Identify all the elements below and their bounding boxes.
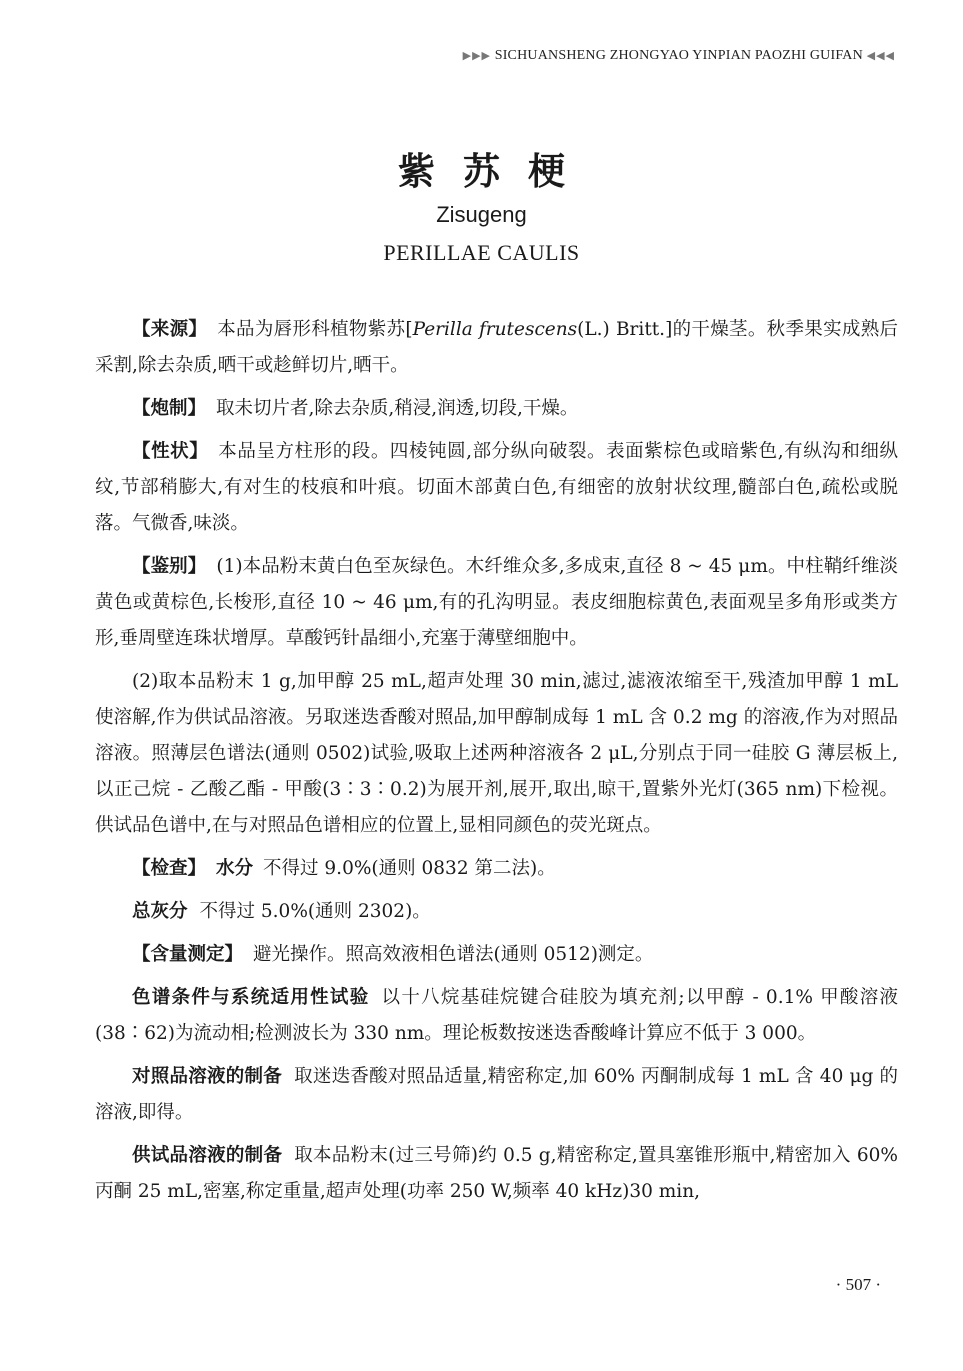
source-label: 【来源】 [132,319,208,340]
right-triangle-marks: ◀◀◀ [866,50,895,62]
reference-label: 对照品溶液的制备 [132,1066,283,1087]
monograph-body [95,312,898,1217]
sample-label: 供试品溶液的制备 [132,1145,283,1166]
moisture-text: 不得过 9.0%(通则 0832 第二法)。 [263,858,556,879]
section-assay [95,937,898,973]
identification-part1: (1)本品粉末黄白色至灰绿色。木纤维众多,多成束,直径 8 ~ 45 μm。中柱鞘纤维淡黄色或黄棕色,长梭形,直径 10 ~ 46 μm,有的孔沟明显。表皮细胞棕黄色,表面观呈多角形或类方形,垂周壁连珠状增厚。草酸钙针晶细小,充塞于薄壁细胞中。 [95,556,898,649]
page-number: · 507 · [835,1275,881,1294]
chromatography-label: 色谱条件与系统适用性试验 [132,987,370,1008]
moisture-label: 水分 [216,858,254,879]
ash-label: 总灰分 [132,901,188,922]
running-header [463,48,895,64]
identification-label: 【鉴别】 [132,556,207,577]
section-identification-2 [95,664,898,844]
title-pinyin: Zisugeng [436,202,527,227]
section-inspection-ash [95,894,898,930]
section-reference-solution [95,1059,898,1131]
running-header-text: SICHUANSHENG ZHONGYAO YINPIAN PAOZHI GUIFAN [494,48,863,63]
chromatography-text: 以十八烷基硅烷键合硅胶为填充剂;以甲醇 - 0.1% 甲酸溶液(38∶62)为流动相;检测波长为 330 nm。理论板数按迷迭香酸峰计算应不低于 3 000。 [95,987,898,1044]
sample-text: 取本品粉末(过三号筛)约 0.5 g,精密称定,置具塞锥形瓶中,精密加入 60% 丙酮 25 mL,密塞,称定重量,超声处理(功率 250 W,频率 40 kHz)30 min, [95,1145,898,1202]
section-source [95,312,898,384]
section-description [95,434,898,542]
title-block [0,148,963,268]
description-text: 本品呈方柱形的段。四棱钝圆,部分纵向破裂。表面紫棕色或暗紫色,有纵沟和细纵纹,节部稍膨大,有对生的枝痕和叶痕。切面木部黄白色,有细密的放射状纹理,髓部白色,疏松或脱落。气微香,味淡。 [95,441,898,534]
section-chromatography [95,980,898,1052]
reference-text: 取迷迭香酸对照品适量,精密称定,加 60% 丙酮制成每 1 mL 含 40 μg 的溶液,即得。 [95,1066,898,1123]
assay-label: 【含量测定】 [132,944,244,965]
processing-text: 取未切片者,除去杂质,稍浸,润透,切段,干燥。 [216,398,579,419]
ash-text: 不得过 5.0%(通则 2302)。 [199,901,431,922]
identification-part2: (2)取本品粉末 1 g,加甲醇 25 mL,超声处理 30 min,滤过,滤液浓缩至干,残渣加甲醇 1 mL 使溶解,作为供试品溶液。另取迷迭香酸对照品,加甲醇制成每 1 mL 含 0.2 mg 的溶液,作为对照品溶液。照薄层色谱法(通则 0502)试验,吸取上述两种溶液各 2 μL,分别点于同一硅胶 G 薄层板上,以正己烷 - 乙酸乙酯 - 甲酸(3∶3∶0.2)为展开剂,展开,取出,晾干,置紫外光灯(365 nm)下检视。供试品色谱中,在与对照品色谱相应的位置上,显相同颜色的荧光斑点。 [95,671,898,836]
left-triangle-marks: ▶▶▶ [462,50,491,62]
source-species: Perilla frutescens [412,319,578,340]
section-processing [95,391,898,427]
processing-label: 【炮制】 [132,398,207,419]
inspection-label: 【检查】 [132,858,207,879]
assay-text: 避光操作。照高效液相色谱法(通则 0512)测定。 [253,944,654,965]
title-chinese: 紫苏梗 [398,150,593,193]
section-sample-solution [95,1138,898,1210]
title-latin: PERILLAE CAULIS [383,240,580,265]
source-text-a: 本品为唇形科植物紫苏[ [217,319,413,340]
description-label: 【性状】 [132,441,209,462]
source-text-b: (L.) Britt.]的干燥茎。秋季果实成熟后采割,除去杂质,晒干或趁鲜切片,晒干。 [95,319,899,376]
section-identification-1 [95,549,898,657]
section-inspection-moisture [95,851,898,887]
